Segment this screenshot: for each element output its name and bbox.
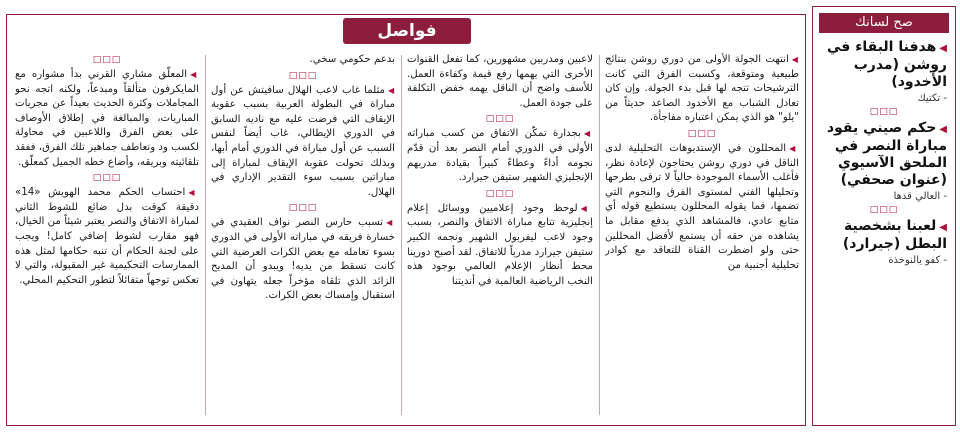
column-2 — [407, 53, 593, 423]
separator: □□□ — [485, 114, 515, 125]
column-4 — [15, 53, 199, 423]
column-divider — [401, 55, 402, 415]
paragraph: ◀احتساب الحكم محمد الهويش «14» دقيقة كوقت بدل ضائع للشوط الثاني لمباراة الاتفاق والنصر يعتبر شيئاً من الخيال، فهو مقارب لشوط إضافي كامل! ويجب على لجنة الحكام أن تنبه حكامها لمثل هذه الممارسات التحكيمية غير المقبولة، والتي لا تعكس توجهاً متفائلاً لتطور التحكيم المحلي. — [15, 187, 199, 286]
sidebar-item-comment: - تكتيك — [917, 93, 947, 104]
paragraph: بدعم حكومي سخي. — [309, 54, 395, 65]
column-3 — [211, 53, 395, 423]
paragraph: ◀انتهت الجولة الأولى من دوري روشن بنتائج طبيعية ومتوقعة، وكسبت الفرق التي كانت الترشيحات تتجه لها قبل بدء الجولة. وإن كان تعادل الشباب مع الأخدود الصاعد حديثاً من "يلو" هو الذي يمكن اعتباره مفاجأة. — [605, 54, 799, 124]
triangle-bullet-icon: ◀ — [791, 55, 799, 64]
triangle-bullet-icon: ◀ — [789, 143, 799, 153]
paragraph: لاعبين ومدربين مشهورين، كما تفعل القنوات الأخرى التي يهمها رفع قيمة وكفاءة العمل. للأسف واضح أن الناقل يهمه خفض التكلفة على جودة العمل. — [407, 54, 593, 109]
sidebar-item-headline: هدفنا البقاء في روشن (مدرب الأخدود) — [827, 39, 947, 90]
separator: □□□ — [869, 107, 899, 117]
triangle-bullet-icon: ◀ — [939, 222, 947, 233]
separator: □□□ — [92, 173, 122, 184]
triangle-bullet-icon: ◀ — [190, 70, 199, 79]
column-divider — [205, 55, 206, 415]
section-banner: فواصل — [343, 18, 471, 44]
sidebar-item-headline: حكم صيني يقود مباراة النصر في الملحق الآسيوي (عنوان صحفي) — [826, 120, 947, 188]
paragraph: ◀لوحظ وجود إعلاميين ووسائل إعلام إنجليزية تتابع مباراة الاتفاق والنصر، بسبب وجود لاعب ليفربول الشهير ونجمه الكبير ستيفن جيرارد مدرباً للاتفاق. لقد أصبح دورينا محط أنظار الإعلام العالمي بوجود هذه النخب الرياضية العالمية في أنديتنا — [407, 202, 593, 287]
separator: □□□ — [869, 205, 899, 215]
separator: □□□ — [288, 203, 318, 214]
paragraph: ◀بجدارة تمكّن الاتفاق من كسب مباراته الأولى في الدوري أمام النصر بعد أن قدّم نجومه أداءً وعطاءً كبيراً بقيادة مدربهم الإنجليزي الشهير ستيفن جيرارد. — [407, 128, 593, 184]
triangle-bullet-icon: ◀ — [388, 85, 395, 95]
sidebar — [812, 6, 956, 426]
separator: □□□ — [288, 70, 318, 81]
sidebar-item — [813, 118, 955, 202]
paragraph: ◀المحللون في الإستديوهات التحليلية لدى الناقل في دوري روشن يحتاجون لإعادة نظر، فأغلب الأسماء الموجودة حالياً لا ترقى بطرحها وتحليلها الفني لمستوى الفرق والنجوم التي تضمها، فما يقوله المحللون يستطيع قوله أي متابع عادي، فالمشاهد الذي يدفع مقابل ما يشاهده من حقه أن يستمع لأفضل المحللين حتى ولو اضطرت القناة للتعاقد مع كوادر تحليلية أجنبية من — [605, 142, 799, 271]
triangle-bullet-icon: ◀ — [386, 218, 395, 228]
triangle-bullet-icon: ◀ — [939, 124, 947, 135]
sidebar-item — [813, 216, 955, 266]
paragraph: ◀تسبب حارس النصر نواف العقيدي في خسارة فريقه في مباراته الأولى في الدوري بسوء تعامله مع بعض الكرات العرضية التي كانت تسقط من يديه! ويبدو أن المديح الزائد الذي تلقاه مؤخراً جعله يتهاون في استقبال وإمساك بعض الكرات. — [211, 217, 395, 302]
triangle-bullet-icon: ◀ — [580, 203, 593, 213]
column-1 — [605, 53, 799, 423]
paragraph: ◀مثلما غاب لاعب الهلال سافيتش عن أول مباراة في البطولة العربية بسبب عقوبة الإيقاف التي فرضت عليه مع ناديه السابق في الدوري الإيطالي، غاب أيضاً لنفس السبب عن أول مباراة في الدوري أمام أبها، وبذلك تحولت عقوبة الإيقاف لمباراة إلى مباراتين بسبب سوء التقدير الإداري في الهلال. — [211, 84, 395, 198]
sidebar-item-comment: - العالي قدها — [893, 191, 947, 202]
sidebar-item-comment: - كفو يالنوخذة — [888, 255, 947, 266]
triangle-bullet-icon: ◀ — [188, 188, 199, 198]
triangle-bullet-icon: ◀ — [939, 43, 947, 54]
separator: □□□ — [485, 188, 515, 199]
separator: □□□ — [92, 55, 122, 65]
sidebar-item-headline: لعبنا بشخصية البطل (جيرارد) — [842, 218, 947, 252]
sidebar-item — [813, 37, 955, 104]
paragraph: ◀المعلّق مشاري القرني بدأ مشواره مع المايكرفون متألقاً ومبدعاً، ولكنه اتجه نحو المجاملات وكثرة الحديث بعيداً عن مجريات المباريات، والمبالغة في إطلاق الأوصاف على بعض الفرق واللاعبين في محاولة لكسب ود وتعاطف جماهير تلك الفرق، ففقد تلقائيته وبريقه، وأضاع خطه الجميل كمعلّق. — [15, 69, 199, 168]
column-divider — [599, 55, 600, 415]
triangle-bullet-icon: ◀ — [583, 129, 593, 139]
sidebar-title: صح لسانك — [819, 13, 949, 33]
separator: □□□ — [687, 128, 717, 139]
main-panel — [6, 14, 806, 426]
